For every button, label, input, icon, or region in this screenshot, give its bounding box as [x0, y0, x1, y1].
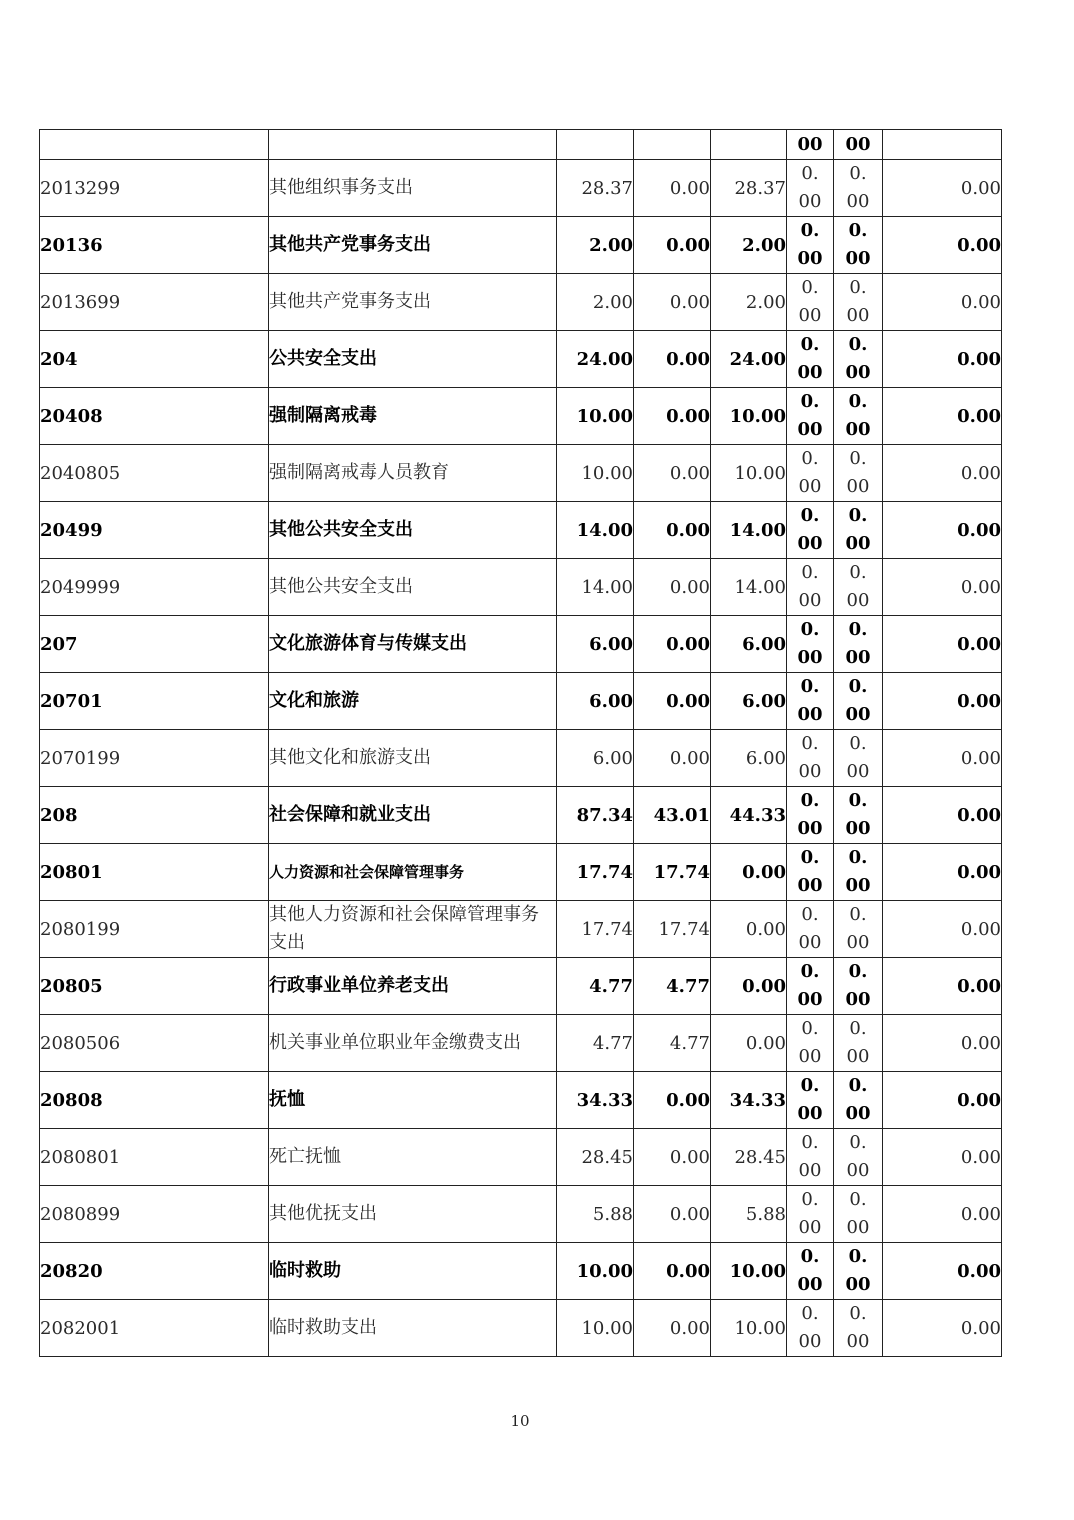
small-cell-top: 0. [800, 334, 820, 355]
row-last: 0.00 [883, 616, 1002, 673]
small-cell-bottom: 00 [846, 191, 870, 212]
row-basic: 43.01 [634, 787, 711, 844]
row-project: 28.37 [711, 160, 787, 217]
row-basic: 0.00 [634, 559, 711, 616]
row-basic: 17.74 [634, 901, 711, 958]
small-cell-top: 0. [849, 733, 867, 754]
row-name: 临时救助 [269, 1243, 557, 1300]
small-cell-bottom: 00 [797, 248, 823, 269]
row-code: 20808 [40, 1072, 269, 1129]
small-cell-b [834, 901, 883, 958]
row-name: 其他公共安全支出 [269, 502, 557, 559]
small-cell-b [834, 616, 883, 673]
table-row [40, 616, 1002, 673]
small-cell-b [834, 274, 883, 331]
small-cell-top: 0. [801, 1303, 819, 1324]
table-row [40, 901, 1002, 958]
row-project: 10.00 [711, 1300, 787, 1357]
small-cell-top: 0. [848, 391, 868, 412]
row-name: 其他人力资源和社会保障管理事务支出 [269, 901, 557, 958]
small-cell-a [787, 559, 834, 616]
row-name: 机关事业单位职业年金缴费支出 [269, 1015, 557, 1072]
row-name: 临时救助支出 [269, 1300, 557, 1357]
small-cell-a [787, 901, 834, 958]
row-name: 死亡抚恤 [269, 1129, 557, 1186]
table-row [40, 673, 1002, 730]
row-last: 0.00 [883, 901, 1002, 958]
small-cell-a [787, 787, 834, 844]
small-cell-bottom: 00 [846, 476, 870, 497]
row-code: 2080899 [40, 1186, 269, 1243]
table-row [40, 160, 1002, 217]
row-basic: 0.00 [634, 673, 711, 730]
row-total: 6.00 [557, 673, 634, 730]
small-cell-b [834, 673, 883, 730]
small-cell-b [834, 502, 883, 559]
small-cell-top: 0. [801, 277, 819, 298]
row-project: 44.33 [711, 787, 787, 844]
small-cell-bottom: 00 [846, 1046, 870, 1067]
small-cell-a [787, 958, 834, 1015]
row-last: 0.00 [883, 787, 1002, 844]
row-project: 2.00 [711, 217, 787, 274]
small-cell-bottom: 00 [798, 1331, 822, 1352]
small-cell-a [787, 1015, 834, 1072]
small-cell-top: 0. [848, 961, 868, 982]
small-cell-a [787, 445, 834, 502]
small-cell-bottom: 00 [845, 1274, 871, 1295]
table-row [40, 559, 1002, 616]
small-cell-top: 0. [801, 562, 819, 583]
row-last: 0.00 [883, 331, 1002, 388]
row-code: 2080199 [40, 901, 269, 958]
row-basic: 0.00 [634, 1300, 711, 1357]
small-cell: 00 [834, 130, 883, 160]
row-code: 2080801 [40, 1129, 269, 1186]
row-project: 2.00 [711, 274, 787, 331]
small-cell-b [834, 958, 883, 1015]
row-last: 0.00 [883, 673, 1002, 730]
small-cell-top: 0. [800, 505, 820, 526]
small-cell-bottom: 00 [845, 647, 871, 668]
row-basic: 0.00 [634, 730, 711, 787]
small-cell-bottom: 00 [797, 818, 823, 839]
small-cell-bottom: 00 [797, 989, 823, 1010]
row-last: 0.00 [883, 274, 1002, 331]
small-cell-bottom: 00 [798, 1160, 822, 1181]
row-name: 社会保障和就业支出 [269, 787, 557, 844]
row-total: 17.74 [557, 844, 634, 901]
row-project: 10.00 [711, 445, 787, 502]
small-cell-bottom: 00 [797, 362, 823, 383]
row-project: 6.00 [711, 730, 787, 787]
row-project: 34.33 [711, 1072, 787, 1129]
small-cell-bottom: 00 [845, 704, 871, 725]
row-name: 文化和旅游 [269, 673, 557, 730]
small-cell-top: 0. [848, 619, 868, 640]
row-name: 文化旅游体育与传媒支出 [269, 616, 557, 673]
row-last: 0.00 [883, 559, 1002, 616]
row-basic: 0.00 [634, 160, 711, 217]
row-last: 0.00 [883, 1015, 1002, 1072]
row-code: 20499 [40, 502, 269, 559]
row-project: 0.00 [711, 958, 787, 1015]
table-row [40, 1072, 1002, 1129]
small-cell-top: 0. [801, 448, 819, 469]
small-cell-top: 0. [801, 1132, 819, 1153]
small-cell-top: 0. [800, 619, 820, 640]
table-row [40, 1186, 1002, 1243]
row-total: 6.00 [557, 616, 634, 673]
small-cell-bottom: 00 [798, 761, 822, 782]
small-cell-b [834, 1072, 883, 1129]
small-cell-top: 0. [801, 904, 819, 925]
small-cell-a [787, 1072, 834, 1129]
small-cell-top: 0. [848, 790, 868, 811]
table-row [40, 1300, 1002, 1357]
small-cell: 00 [787, 130, 834, 160]
row-project: 6.00 [711, 673, 787, 730]
row-name: 其他组织事务支出 [269, 160, 557, 217]
row-basic: 0.00 [634, 616, 711, 673]
row-total: 4.77 [557, 958, 634, 1015]
table-row [40, 274, 1002, 331]
small-cell-b [834, 1300, 883, 1357]
row-project: 0.00 [711, 1015, 787, 1072]
small-cell-bottom: 00 [797, 647, 823, 668]
small-cell-bottom: 00 [798, 305, 822, 326]
small-cell-top: 0. [848, 1246, 868, 1267]
table-row [40, 388, 1002, 445]
page-number: 10 [510, 1412, 530, 1430]
small-cell-a [787, 388, 834, 445]
row-total: 14.00 [557, 559, 634, 616]
small-cell-bottom: 00 [797, 533, 823, 554]
row-code: 2040805 [40, 445, 269, 502]
small-cell-bottom: 00 [797, 875, 823, 896]
row-last: 0.00 [883, 445, 1002, 502]
small-cell-a [787, 502, 834, 559]
row-basic: 0.00 [634, 217, 711, 274]
row-basic: 0.00 [634, 388, 711, 445]
small-cell-bottom: 00 [845, 419, 871, 440]
small-cell-top: 0. [800, 1246, 820, 1267]
row-last: 0.00 [883, 958, 1002, 1015]
small-cell-bottom: 00 [846, 1217, 870, 1238]
small-cell-top: 0. [801, 1189, 819, 1210]
small-cell-b [834, 388, 883, 445]
small-cell-top: 0. [800, 1075, 820, 1096]
small-cell-top: 0. [849, 163, 867, 184]
small-cell-top: 0. [800, 220, 820, 241]
small-cell-top: 0. [800, 847, 820, 868]
row-total: 6.00 [557, 730, 634, 787]
row-name: 行政事业单位养老支出 [269, 958, 557, 1015]
row-name: 强制隔离戒毒人员教育 [269, 445, 557, 502]
row-last: 0.00 [883, 1129, 1002, 1186]
row-name: 公共安全支出 [269, 331, 557, 388]
row-last: 0.00 [883, 1300, 1002, 1357]
small-cell-top: 0. [848, 334, 868, 355]
small-cell-top: 0. [849, 448, 867, 469]
small-cell-bottom: 00 [798, 932, 822, 953]
row-name: 其他共产党事务支出 [269, 274, 557, 331]
row-basic: 0.00 [634, 1129, 711, 1186]
row-project: 28.45 [711, 1129, 787, 1186]
small-cell-b [834, 1243, 883, 1300]
small-cell-top: 0. [849, 1018, 867, 1039]
table-row [40, 1243, 1002, 1300]
table-row [40, 730, 1002, 787]
small-cell-bottom: 00 [846, 1160, 870, 1181]
row-last: 0.00 [883, 502, 1002, 559]
small-cell-a [787, 217, 834, 274]
small-cell-b [834, 160, 883, 217]
small-cell-bottom: 00 [798, 1217, 822, 1238]
row-basic: 0.00 [634, 331, 711, 388]
row-code: 20701 [40, 673, 269, 730]
small-cell-a [787, 331, 834, 388]
small-cell-b [834, 1015, 883, 1072]
small-cell-top: 0. [801, 163, 819, 184]
row-basic: 0.00 [634, 1243, 711, 1300]
row-total: 4.77 [557, 1015, 634, 1072]
row-name: 强制隔离戒毒 [269, 388, 557, 445]
table-row [40, 502, 1002, 559]
row-total: 28.37 [557, 160, 634, 217]
small-cell-b [834, 844, 883, 901]
table-row [40, 844, 1002, 901]
row-name: 其他共产党事务支出 [269, 217, 557, 274]
budget-table [39, 129, 1002, 1357]
row-basic: 4.77 [634, 958, 711, 1015]
small-cell-top: 0. [849, 1132, 867, 1153]
row-total: 14.00 [557, 502, 634, 559]
small-cell-b [834, 445, 883, 502]
row-project: 10.00 [711, 1243, 787, 1300]
small-cell-b [834, 730, 883, 787]
row-code: 20801 [40, 844, 269, 901]
small-cell-b [834, 1186, 883, 1243]
row-code: 20408 [40, 388, 269, 445]
small-cell-bottom: 00 [797, 1103, 823, 1124]
row-code: 2013299 [40, 160, 269, 217]
row-code: 204 [40, 331, 269, 388]
small-cell-bottom: 00 [846, 1331, 870, 1352]
small-cell-top: 0. [849, 904, 867, 925]
small-cell-bottom: 00 [797, 419, 823, 440]
row-total: 10.00 [557, 388, 634, 445]
small-cell-a [787, 730, 834, 787]
table-row [40, 217, 1002, 274]
table-row [40, 1015, 1002, 1072]
table-row-partial [40, 130, 1002, 160]
row-name: 抚恤 [269, 1072, 557, 1129]
table-row [40, 787, 1002, 844]
small-cell-a [787, 1129, 834, 1186]
row-code: 2070199 [40, 730, 269, 787]
small-cell-bottom: 00 [845, 362, 871, 383]
small-cell-top: 0. [801, 733, 819, 754]
row-code: 2049999 [40, 559, 269, 616]
row-code: 20820 [40, 1243, 269, 1300]
row-project: 14.00 [711, 502, 787, 559]
row-total: 87.34 [557, 787, 634, 844]
row-last: 0.00 [883, 1243, 1002, 1300]
row-project: 5.88 [711, 1186, 787, 1243]
small-cell-b [834, 331, 883, 388]
row-project: 6.00 [711, 616, 787, 673]
small-cell-top: 0. [848, 1075, 868, 1096]
row-name: 其他文化和旅游支出 [269, 730, 557, 787]
small-cell-b [834, 1129, 883, 1186]
small-cell-bottom: 00 [846, 932, 870, 953]
row-last: 0.00 [883, 730, 1002, 787]
row-last: 0.00 [883, 1186, 1002, 1243]
row-code: 208 [40, 787, 269, 844]
small-cell-a [787, 160, 834, 217]
row-code: 20805 [40, 958, 269, 1015]
small-cell-bottom: 00 [798, 1046, 822, 1067]
small-cell-top: 0. [800, 790, 820, 811]
row-basic: 0.00 [634, 502, 711, 559]
small-cell-top: 0. [849, 1303, 867, 1324]
small-cell-top: 0. [849, 562, 867, 583]
row-basic: 17.74 [634, 844, 711, 901]
small-cell-bottom: 00 [846, 590, 870, 611]
small-cell-a [787, 1300, 834, 1357]
row-total: 10.00 [557, 445, 634, 502]
row-last: 0.00 [883, 388, 1002, 445]
row-basic: 0.00 [634, 445, 711, 502]
row-last: 0.00 [883, 160, 1002, 217]
row-project: 24.00 [711, 331, 787, 388]
table-row [40, 958, 1002, 1015]
row-name: 其他优抚支出 [269, 1186, 557, 1243]
small-cell-bottom: 00 [845, 989, 871, 1010]
row-basic: 0.00 [634, 1072, 711, 1129]
small-cell-b [834, 559, 883, 616]
small-cell-bottom: 00 [797, 1274, 823, 1295]
row-project: 0.00 [711, 901, 787, 958]
row-total: 28.45 [557, 1129, 634, 1186]
small-cell-a [787, 1243, 834, 1300]
small-cell-top: 0. [800, 676, 820, 697]
small-cell-top: 0. [848, 220, 868, 241]
row-total: 2.00 [557, 217, 634, 274]
small-cell-bottom: 00 [845, 818, 871, 839]
small-cell-a [787, 1186, 834, 1243]
small-cell-bottom: 00 [798, 476, 822, 497]
row-code: 2013699 [40, 274, 269, 331]
table-row [40, 1129, 1002, 1186]
row-project: 0.00 [711, 844, 787, 901]
small-cell-bottom: 00 [846, 761, 870, 782]
row-project: 14.00 [711, 559, 787, 616]
small-cell-top: 0. [849, 1189, 867, 1210]
small-cell-bottom: 00 [797, 704, 823, 725]
small-cell-bottom: 00 [798, 590, 822, 611]
small-cell-bottom: 00 [845, 248, 871, 269]
row-last: 0.00 [883, 844, 1002, 901]
small-cell-a [787, 673, 834, 730]
small-cell-b [834, 217, 883, 274]
row-code: 2082001 [40, 1300, 269, 1357]
row-code: 207 [40, 616, 269, 673]
row-project: 10.00 [711, 388, 787, 445]
table-row [40, 445, 1002, 502]
row-name: 人力资源和社会保障管理事务 [269, 844, 557, 901]
small-cell-b [834, 787, 883, 844]
small-cell-bottom: 00 [845, 875, 871, 896]
small-cell-bottom: 00 [845, 533, 871, 554]
small-cell-bottom: 00 [845, 1103, 871, 1124]
row-basic: 0.00 [634, 274, 711, 331]
row-code: 2080506 [40, 1015, 269, 1072]
small-cell-top: 0. [800, 391, 820, 412]
row-code: 20136 [40, 217, 269, 274]
small-cell-top: 0. [848, 847, 868, 868]
row-total: 10.00 [557, 1300, 634, 1357]
row-total: 5.88 [557, 1186, 634, 1243]
small-cell-top: 0. [849, 277, 867, 298]
small-cell-bottom: 00 [846, 305, 870, 326]
row-basic: 0.00 [634, 1186, 711, 1243]
row-total: 24.00 [557, 331, 634, 388]
row-total: 2.00 [557, 274, 634, 331]
row-basic: 4.77 [634, 1015, 711, 1072]
row-total: 34.33 [557, 1072, 634, 1129]
small-cell-bottom: 00 [798, 191, 822, 212]
row-last: 0.00 [883, 1072, 1002, 1129]
table-row [40, 331, 1002, 388]
row-name: 其他公共安全支出 [269, 559, 557, 616]
small-cell-top: 0. [848, 676, 868, 697]
row-total: 17.74 [557, 901, 634, 958]
row-last: 0.00 [883, 217, 1002, 274]
small-cell-top: 0. [800, 961, 820, 982]
small-cell-top: 0. [848, 505, 868, 526]
small-cell-top: 0. [801, 1018, 819, 1039]
small-cell-a [787, 274, 834, 331]
small-cell-a [787, 616, 834, 673]
small-cell-a [787, 844, 834, 901]
row-total: 10.00 [557, 1243, 634, 1300]
